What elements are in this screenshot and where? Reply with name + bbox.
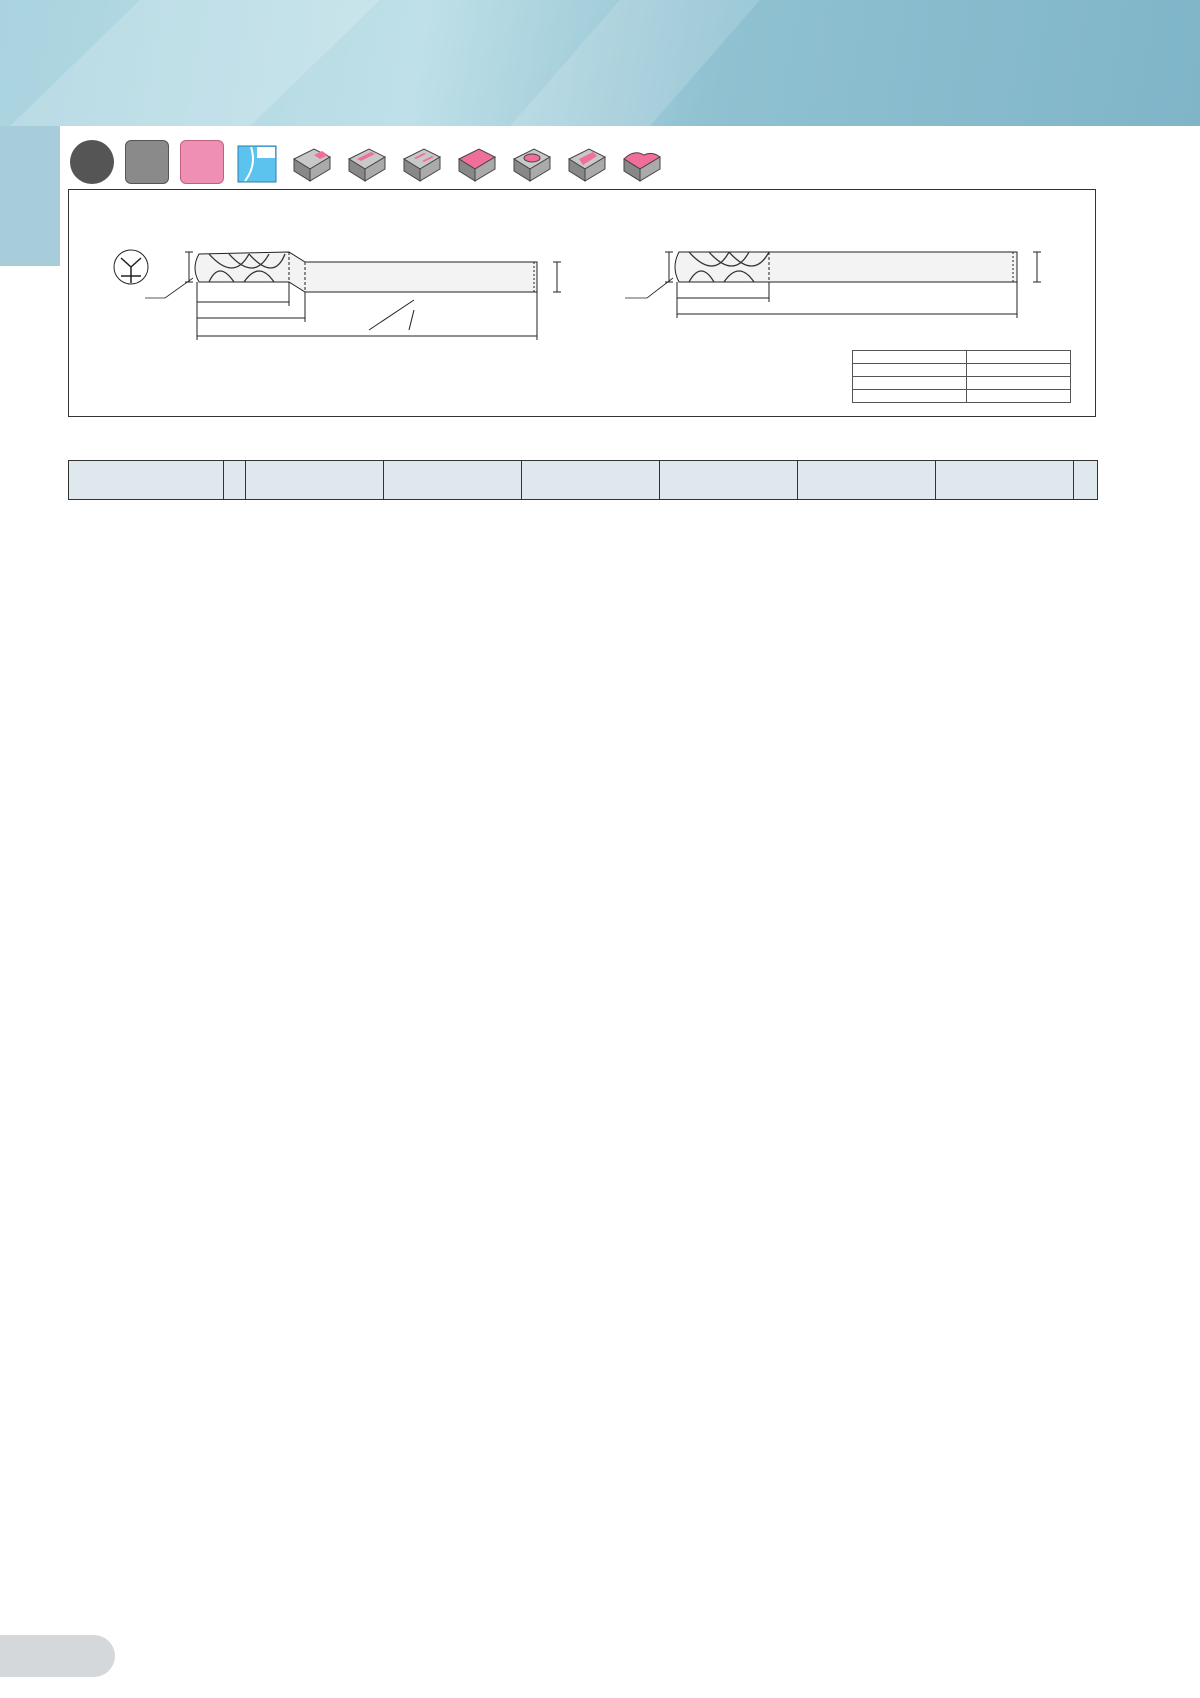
- fig1-drawing: [114, 250, 561, 340]
- shoulder-milling-icon: [288, 136, 336, 184]
- col-stock: [224, 461, 246, 500]
- helical-milling-icon: [508, 136, 556, 184]
- col-dc: [246, 461, 384, 500]
- tol-cell: [853, 390, 967, 403]
- helix-graphic: [237, 145, 277, 183]
- groove-milling-icon: [343, 136, 391, 184]
- zx-coat-icon: [123, 136, 171, 184]
- tolerance-table: [852, 350, 1071, 403]
- product-table: [68, 460, 1098, 500]
- tol-cell: [853, 364, 967, 377]
- fig2-drawing: [625, 252, 1041, 318]
- left-accent: [0, 126, 60, 266]
- page-number-badge: [0, 1635, 115, 1677]
- tol-cell: [967, 390, 1071, 403]
- groove-finishing-icon: [398, 136, 446, 184]
- radius-icon: [178, 136, 226, 184]
- tol-header-dc: [853, 351, 967, 364]
- table-header-row: [69, 461, 1098, 500]
- profiling-icon: [618, 136, 666, 184]
- col-lu: [660, 461, 798, 500]
- header-decoration: [0, 0, 1200, 126]
- tol-cell: [853, 377, 967, 390]
- feature-icons: [68, 136, 666, 184]
- tol-cell: [967, 377, 1071, 390]
- face-milling-icon: [453, 136, 501, 184]
- col-apmx: [522, 461, 660, 500]
- ramping-icon: [563, 136, 611, 184]
- col-fig: [1074, 461, 1098, 500]
- col-re: [384, 461, 522, 500]
- flutes-icon: [68, 136, 116, 184]
- col-lf: [798, 461, 936, 500]
- figure-box: [68, 189, 1096, 417]
- col-dmm: [936, 461, 1074, 500]
- tol-header-tolerance: [967, 351, 1071, 364]
- page-title: [67, 56, 79, 124]
- col-cat: [69, 461, 224, 500]
- helix-angle-icon: [233, 136, 281, 184]
- tol-cell: [967, 364, 1071, 377]
